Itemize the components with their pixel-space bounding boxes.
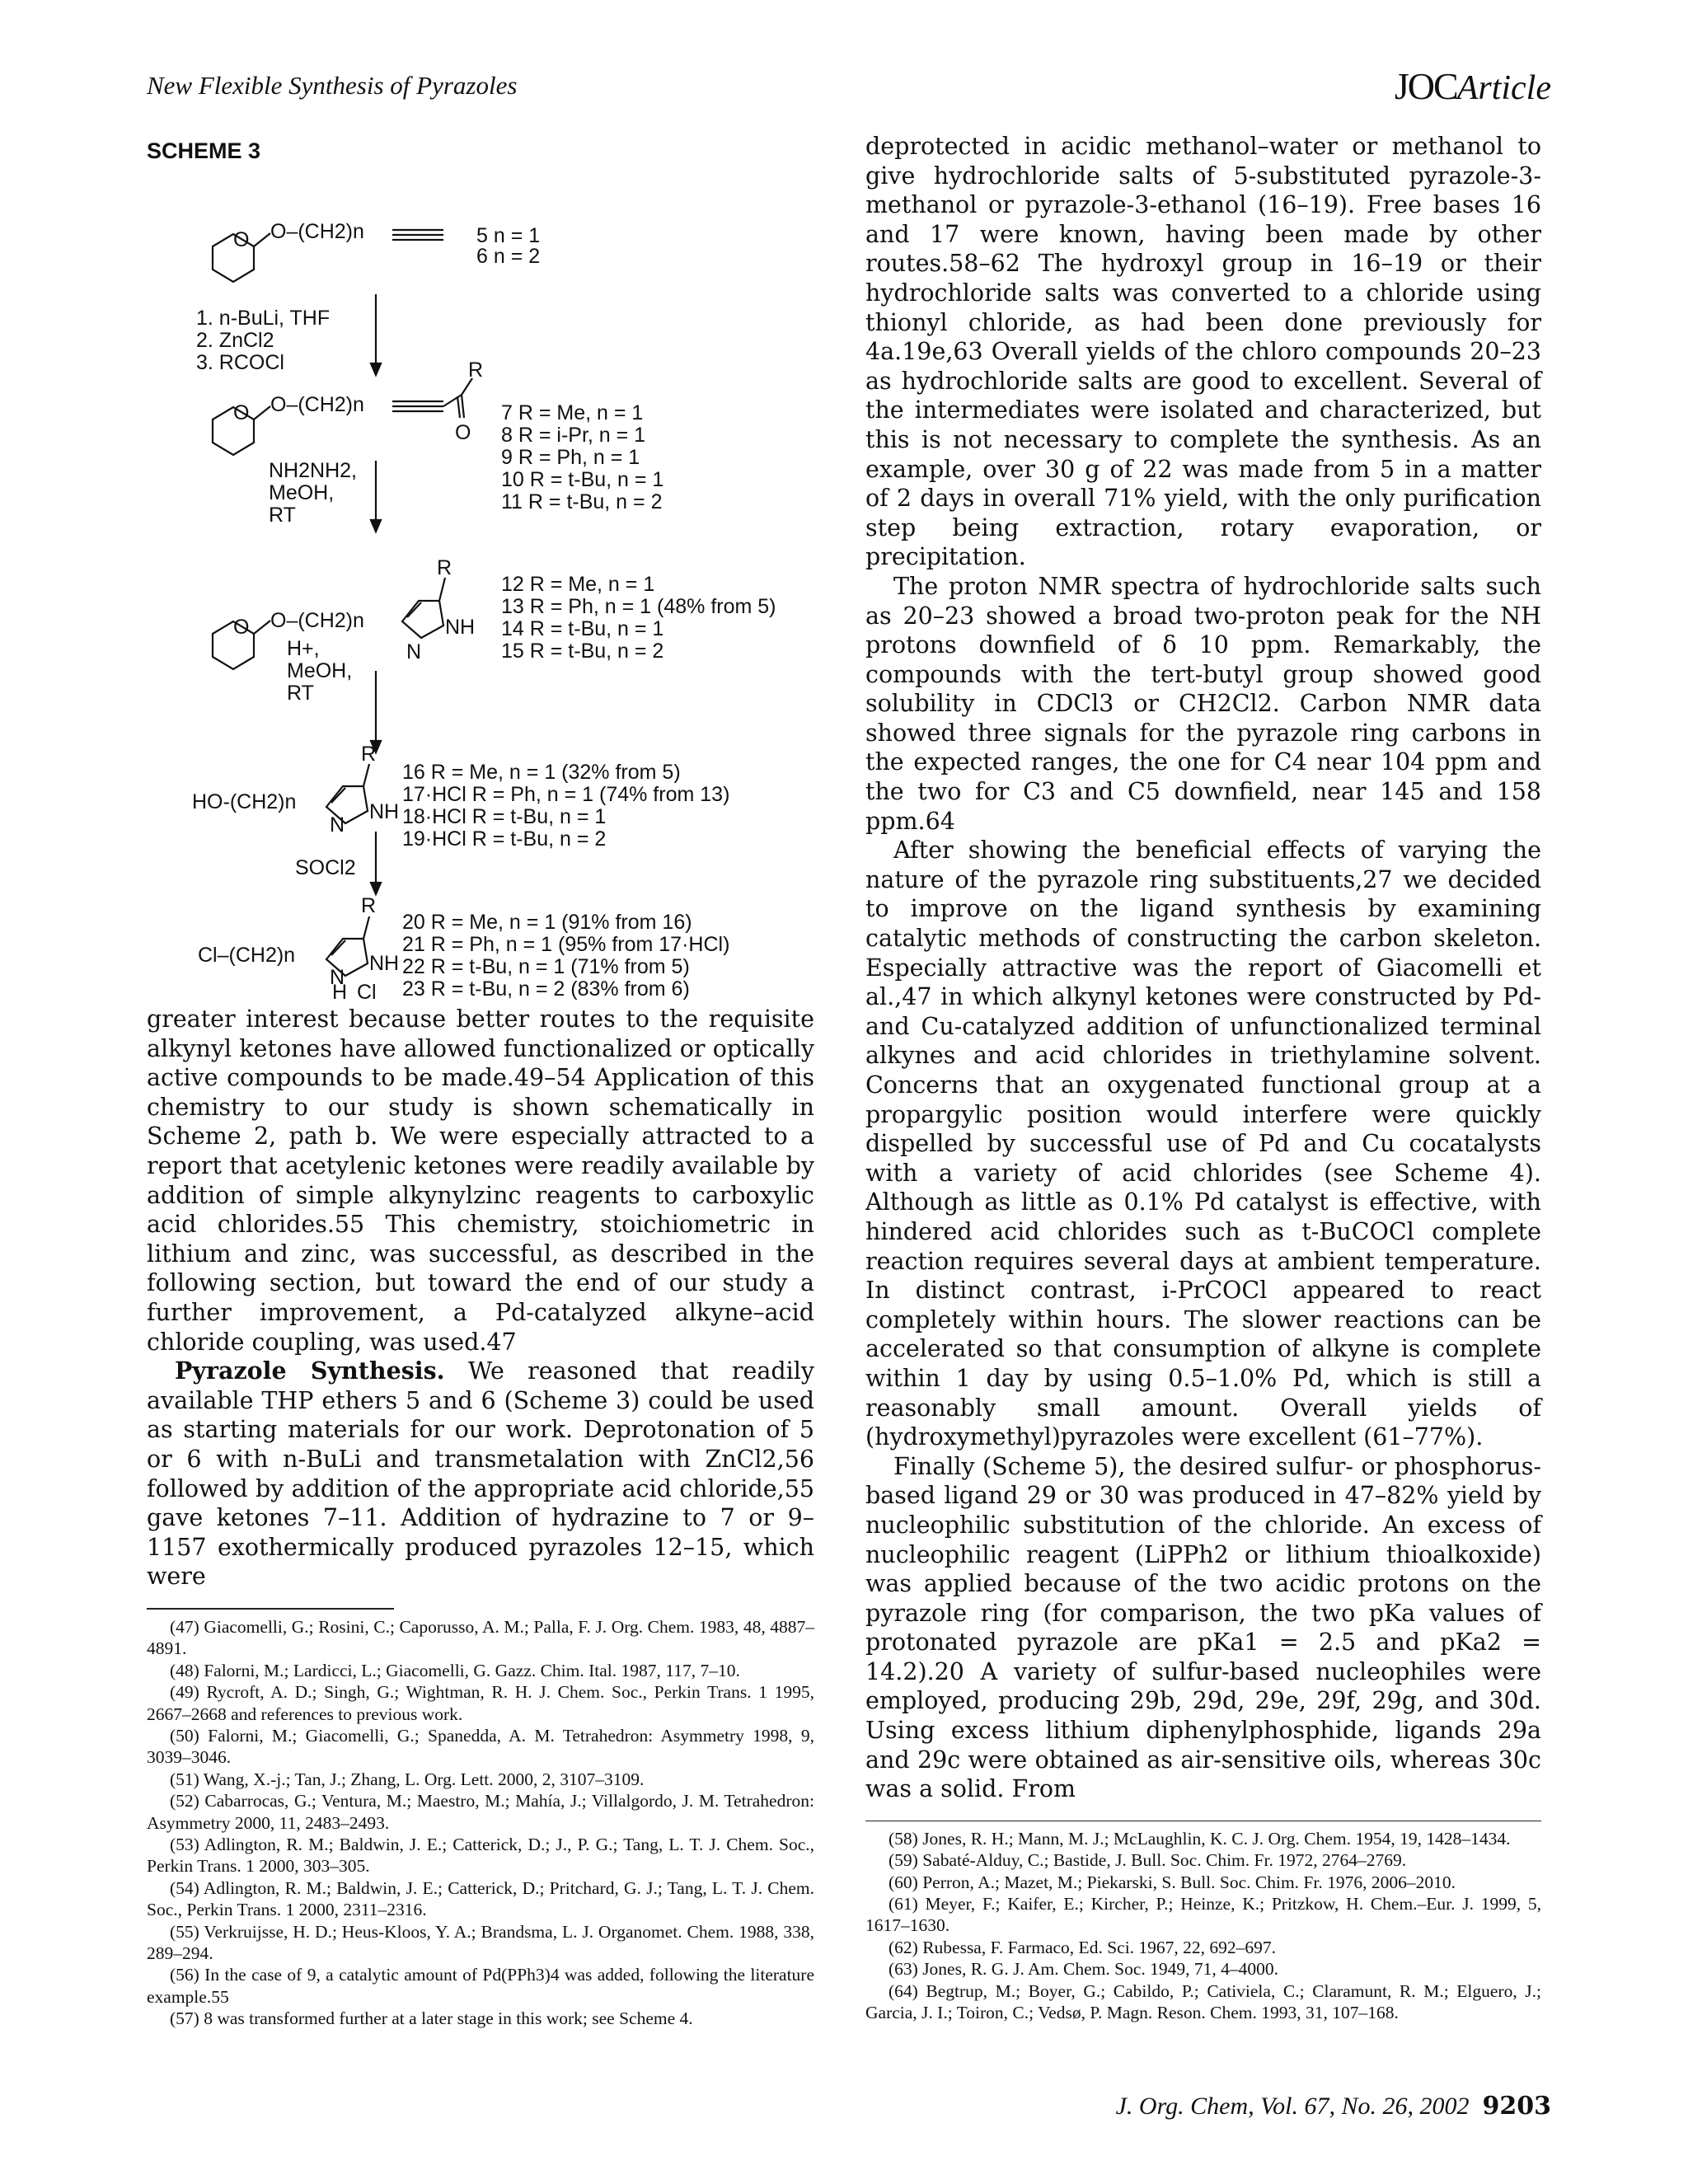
scheme-alcohol-18: 18·HCl R = t-Bu, n = 1 <box>402 805 607 828</box>
footnote-48: (48) Falorni, M.; Lardicci, L.; Giacomelli, G. Gazz. Chim. Ital. 1987, 117, 7–10. <box>170 1660 740 1680</box>
scheme-atom-n: N <box>406 640 422 663</box>
scheme-carbonyl-o: O <box>455 421 471 444</box>
scheme-cl-chain: Cl–(CH2)n <box>198 944 296 967</box>
scheme-step1-line1: 1. n-BuLi, THF <box>196 307 331 330</box>
scheme-step3-line3: RT <box>287 682 314 705</box>
scheme-pyrazole-12: 12 R = Me, n = 1 <box>501 573 655 596</box>
scheme-thp-chain: O–(CH2)n <box>270 220 364 243</box>
footnote-64: (64) Begtrup, M.; Boyer, G.; Cabildo, P.; Cativiela, C.; Claramunt, R. M.; Elguero, J.; Garcia, J. I.; Toiron, C.; Vedsø, P. Magn. Reson. Chem. 1993, 31, 107–168. <box>865 1980 1541 2023</box>
scheme-alcohol-17: 17·HCl R = Ph, n = 1 (74% from 13) <box>402 783 730 806</box>
scheme-pyrazole-15: 15 R = t-Bu, n = 2 <box>501 640 664 663</box>
left-paragraph-1: greater interest because better routes to the requisite alkynyl ketones have allowed functionalized or optically active compounds to be made.49–54 Application of this chemistry to our study is shown schematically in Scheme 2, path b. We were especially attracted to a report that acetylenic ketones were readily available by addition of simple alkynylzinc reagents to carboxylic acid chlorides.55 This chemistry, stoichiometric in lithium and zinc, was successful, as described in the following section, but toward the end of our study a further improvement, a Pd-catalyzed alkyne–acid chloride coupling, was used.47 <box>147 1005 814 1356</box>
footnote-53: (53) Adlington, R. M.; Baldwin, J. E.; Catterick, D.; J., P. G.; Tang, L. T. J. Chem. Soc., Perkin Trans. 1 2000, 303–305. <box>147 1834 814 1877</box>
footnote-divider <box>147 1608 394 1610</box>
scheme-step2-line2: MeOH, <box>269 481 335 504</box>
scheme-pyrazole-14: 14 R = t-Bu, n = 1 <box>501 617 664 640</box>
scheme-chloride-23: 23 R = t-Bu, n = 2 (83% from 6) <box>402 977 690 1001</box>
scheme-ketone-10: 10 R = t-Bu, n = 1 <box>501 468 664 491</box>
footnote-47: (47) Giacomelli, G.; Rosini, C.; Caporusso, A. M.; Palla, F. J. Org. Chem. 1983, 48, 4887–4891. <box>147 1616 814 1659</box>
scheme-atom-nh: NH <box>445 616 476 639</box>
scheme-r-label: R <box>361 743 377 766</box>
journal-logo-main: JOC <box>1394 65 1457 107</box>
scheme-title: SCHEME 3 <box>147 138 261 163</box>
journal-logo <box>1395 64 1551 108</box>
scheme-alcohol-19: 19·HCl R = t-Bu, n = 2 <box>402 827 607 851</box>
right-column <box>865 132 1541 2024</box>
scheme-chloride-20: 20 R = Me, n = 1 (91% from 16) <box>402 911 692 934</box>
footnote-57: (57) 8 was transformed further at a later stage in this work; see Scheme 4. <box>170 2008 693 2029</box>
scheme-atom-nh: NH <box>369 952 400 975</box>
scheme-atom-o: O <box>233 401 250 424</box>
page-number: 9203 <box>1482 2092 1551 2121</box>
right-paragraph-3: After showing the beneficial effects of varying the nature of the pyrazole ring substituents,27 we decided to improve on the ligand synthesis by examining catalytic methods of constructing the carbon skeleton. Especially attractive was the report of Giacomelli et al.,47 in which alkynyl ketones were constructed by Pd- and Cu-catalyzed addition of unfunctionalized terminal alkynes and acid chlorides in triethylamine solvent. Concerns that an oxygenated functional group at a propargylic position would interfere were quickly dispelled by successful use of Pd and Cu cocatalysts with a variety of acid chlorides (see Scheme 4). Although as little as 0.1% Pd catalyst is effective, with hindered acid chlorides such as t-BuCOCl complete reaction requires several days at ambient temperature. In distinct contrast, i-PrCOCl appeared to react completely within hours. The slower reactions can be accelerated so that consumption of alkyne is complete within 1 day by using 0.5–1.0% Pd, which is still a reasonably small amount. Overall yields of (hydroxymethyl)pyrazoles were excellent (61–77%). <box>865 837 1541 1451</box>
page-footer <box>1116 2092 1551 2121</box>
running-head: New Flexible Synthesis of Pyrazoles <box>147 71 518 100</box>
footnote-56: (56) In the case of 9, a catalytic amount of Pd(PPh3)4 was added, following the literature example.55 <box>147 1965 814 2007</box>
scheme-step3-line2: MeOH, <box>287 659 353 682</box>
footnote-49: (49) Rycroft, A. D.; Singh, G.; Wightman, R. H. J. Chem. Soc., Perkin Trans. 1 1995, 2667–2668 and references to previous work. <box>147 1682 814 1724</box>
scheme-ketone-9: 9 R = Ph, n = 1 <box>501 446 640 469</box>
footnote-54: (54) Adlington, R. M.; Baldwin, J. E.; Catterick, D.; Pritchard, G. J.; Tang, L. T. J. Chem. Soc., Perkin Trans. 1 2000, 2311–2316. <box>147 1877 814 1920</box>
scheme-step4: SOCl2 <box>295 856 356 879</box>
footnote-61: (61) Meyer, F.; Kaifer, E.; Kircher, P.; Heinze, K.; Pritzkow, H. Chem.–Eur. J. 1999, 5, 1617–1630. <box>865 1894 1541 1936</box>
footnote-52: (52) Cabarrocas, G.; Ventura, M.; Maestro, M.; Mahía, J.; Villalgordo, J. M. Tetrahedron: Asymmetry 2000, 11, 2483–2493. <box>147 1791 814 1833</box>
scheme-chloride-22: 22 R = t-Bu, n = 1 (71% from 5) <box>402 955 690 978</box>
scheme-atom-o: O <box>233 616 250 639</box>
scheme-alcohol-16: 16 R = Me, n = 1 (32% from 5) <box>402 761 681 784</box>
scheme-pyrazole-13: 13 R = Ph, n = 1 (48% from 5) <box>501 595 776 618</box>
right-paragraph-4: Finally (Scheme 5), the desired sulfur- or phosphorus-based ligand 29 or 30 was produced in 47–82% yield by nucleophilic substitution of the chloride. An excess of nucleophilic reagent (LiPPh2 or lithium thioalkoxide) was applied because of the two acidic protons on the pyrazole ring (for comparison, the two pKa values of protonated pyrazole are pKa1 = 2.5 and pKa2 = 14.2).20 A variety of sulfur-based nucleophiles were employed, producing 29b, 29d, 29e, 29f, 29g, and 30d. Using excess lithium diphenylphosphide, ligands 29a and 29c were obtained as air-sensitive oils, whereas 30c was a solid. From <box>865 1452 1541 1803</box>
scheme-start-5: 5 n = 1 <box>476 224 541 247</box>
scheme-chloride-ion: Cl <box>357 981 377 1004</box>
left-footnotes <box>147 1616 814 2030</box>
scheme-ketone-8: 8 R = i-Pr, n = 1 <box>501 424 646 447</box>
scheme-atom-n: N <box>330 813 345 837</box>
footnote-59: (59) Sabaté-Alduy, C.; Bastide, J. Bull. Soc. Chim. Fr. 1972, 2764–2769. <box>889 1850 1407 1871</box>
scheme-atom-o: O <box>233 228 250 251</box>
scheme-step1-line2: 2. ZnCl2 <box>196 329 274 352</box>
scheme-r-label: R <box>361 894 377 917</box>
section-heading: Pyrazole Synthesis. <box>175 1357 445 1385</box>
journal-citation: J. Org. Chem, Vol. 67, No. 26, 2002 <box>1115 2093 1470 2120</box>
footnote-60: (60) Perron, A.; Mazet, M.; Piekarski, S. Bull. Soc. Chim. Fr. 1976, 2006–2010. <box>889 1872 1456 1892</box>
footnote-58: (58) Jones, R. H.; Mann, M. J.; McLaughlin, K. C. J. Org. Chem. 1954, 19, 1428–1434. <box>889 1828 1511 1849</box>
scheme-thp-chain: O–(CH2)n <box>270 393 364 416</box>
scheme-atom-h: H <box>332 981 348 1004</box>
section-text: We reasoned that readily available THP ethers 5 and 6 (Scheme 3) could be used as starting materials for our work. Deprotonation of 5 or 6 with n-BuLi and transmetalation with ZnCl2,56 followed by addition of the appropriate acid chloride,55 gave ketones 7–11. Addition of hydrazine to 7 or 9–1157 exothermically produced pyrazoles 12–15, which were <box>147 1357 814 1591</box>
right-footnotes <box>865 1828 1541 2024</box>
right-paragraph-2: The proton NMR spectra of hydrochloride salts such as 20–23 showed a broad two-proton peak for the NH protons downfield of δ 10 ppm. Remarkably, the compounds with the tert-butyl group showed good solubility in CDCl3 or CH2Cl2. Carbon NMR data showed three signals for the pyrazole ring carbons in the expected ranges, the one for C4 near 104 ppm and the two for C3 and C5 downfield, near 145 and 158 ppm.64 <box>865 572 1541 835</box>
footnote-62: (62) Rubessa, F. Farmaco, Ed. Sci. 1967, 22, 692–697. <box>889 1937 1277 1957</box>
footnote-55: (55) Verkruijsse, H. D.; Heus-Kloos, Y. A.; Brandsma, L. J. Organomet. Chem. 1988, 338, 289–294. <box>147 1921 814 1963</box>
scheme-3-figure <box>147 172 814 1005</box>
scheme-ho-chain: HO-(CH2)n <box>192 790 297 813</box>
scheme-start-6: 6 n = 2 <box>476 245 541 268</box>
scheme-thp-chain: O–(CH2)n <box>270 609 364 632</box>
pyrazole-ring-1 <box>402 601 443 638</box>
section-paragraph <box>147 1357 814 1591</box>
scheme-atom-n: N <box>330 966 345 989</box>
scheme-step2-line1: NH2NH2, <box>269 459 357 482</box>
scheme-r-label: R <box>437 556 452 579</box>
footnote-51: (51) Wang, X.-j.; Tan, J.; Zhang, L. Org. Lett. 2000, 2, 3107–3109. <box>170 1769 645 1789</box>
scheme-atom-nh: NH <box>369 800 400 823</box>
scheme-step2-line3: RT <box>269 504 296 527</box>
scheme-ketone-7: 7 R = Me, n = 1 <box>501 401 644 424</box>
journal-logo-article: Article <box>1456 69 1551 107</box>
scheme-step3-line1: H+, <box>287 637 320 660</box>
scheme-r-label: R <box>468 359 484 382</box>
footnote-50: (50) Falorni, M.; Giacomelli, G.; Spanedda, A. M. Tetrahedron: Asymmetry 1998, 9, 3039–3046. <box>147 1725 814 1768</box>
scheme-step1-line3: 3. RCOCl <box>196 351 284 374</box>
right-paragraph-1: deprotected in acidic methanol–water or methanol to give hydrochloride salts of 5-substituted pyrazole-3-methanol or pyrazole-3-ethanol (16–19). Free bases 16 and 17 were known, having been made by other routes.58–62 The hydroxyl group in 16–19 or their hydrochloride salts was converted to a chloride using thionyl chloride, as had been done previously for 4a.19e,63 Overall yields of the chloro compounds 20–23 as hydrochloride salts are good to excellent. Several of the intermediates were isolated and characterized, but this is not necessary to complete the synthesis. As an example, over 30 g of 22 was made from 5 in a matter of 2 days in overall 71% yield, with the only purification step being extraction, rotary evaporation, or precipitation. <box>865 133 1541 571</box>
footnote-63: (63) Jones, R. G. J. Am. Chem. Soc. 1949, 71, 4–4000. <box>889 1959 1278 1980</box>
left-column <box>147 132 814 2030</box>
scheme-chloride-21: 21 R = Ph, n = 1 (95% from 17·HCl) <box>402 933 730 956</box>
scheme-ketone-11: 11 R = t-Bu, n = 2 <box>501 490 663 513</box>
